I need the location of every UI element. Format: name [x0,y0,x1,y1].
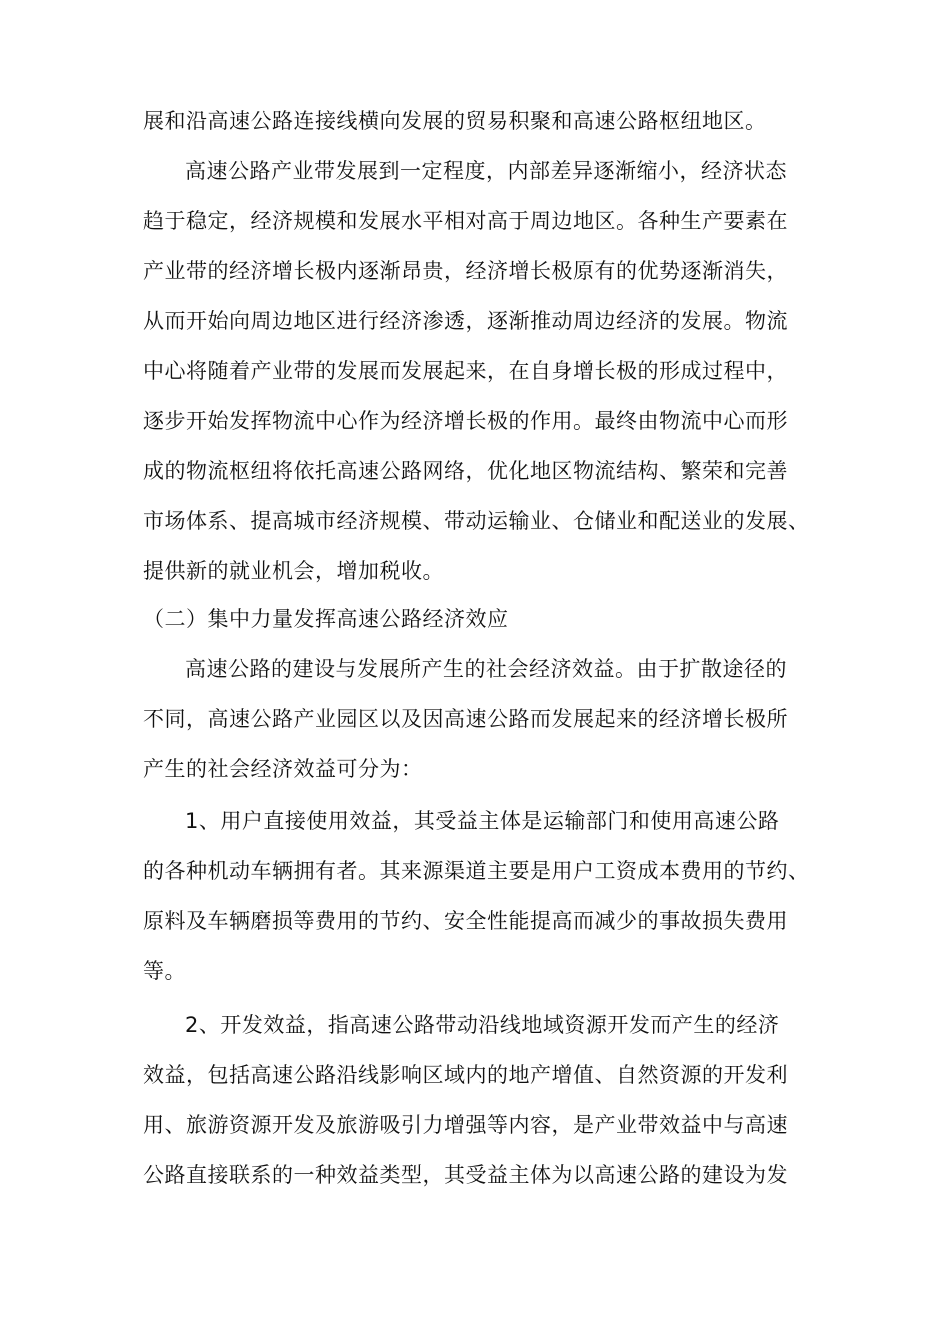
text-line: 产生的社会经济效益可分为： [143,757,423,781]
text-line: 中心将随着产业带的发展而发展起来，在自身增长极的形成过程中， [143,359,788,383]
text-line: 等。 [143,959,186,983]
text-line: 从而开始向周边地区进行经济渗透，逐渐推动周边经济的发展。物流 [143,309,788,333]
text-line: 的各种机动车辆拥有者。其来源渠道主要是用户工资成本费用的节约、 [143,859,810,883]
text-line: 逐步开始发挥物流中心作为经济增长极的作用。最终由物流中心而形 [143,409,788,433]
text-line: 高速公路产业带发展到一定程度，内部差异逐渐缩小，经济状态 [185,159,787,183]
text-line: 市场体系、提高城市经济规模、带动运输业、仓储业和配送业的发展、 [143,509,810,533]
text-line: 展和沿高速公路连接线横向发展的贸易积聚和高速公路枢纽地区。 [143,109,767,133]
text-line: 高速公路的建设与发展所产生的社会经济效益。由于扩散途径的 [185,657,787,681]
text-line: 原料及车辆磨损等费用的节约、安全性能提高而减少的事故损失费用 [143,909,788,933]
text-line: 趋于稳定，经济规模和发展水平相对高于周边地区。各种生产要素在 [143,209,788,233]
text-line: 1、用户直接使用效益，其受益主体是运输部门和使用高速公路 [185,809,780,833]
text-line: 不同，高速公路产业园区以及因高速公路而发展起来的经济增长极所 [143,707,788,731]
text-line: 提供新的就业机会，增加税收。 [143,559,444,583]
text-line: 用、旅游资源开发及旅游吸引力增强等内容，是产业带效益中与高速 [143,1113,788,1137]
text-line: 效益，包括高速公路沿线影响区域内的地产增值、自然资源的开发利 [143,1063,788,1087]
text-line: 成的物流枢纽将依托高速公路网络，优化地区物流结构、繁荣和完善 [143,459,788,483]
text-line: 公路直接联系的一种效益类型，其受益主体为以高速公路的建设为发 [143,1163,788,1187]
text-line: 产业带的经济增长极内逐渐昂贵，经济增长极原有的优势逐渐消失， [143,259,788,283]
section-heading: （二）集中力量发挥高速公路经济效应 [143,607,509,631]
text-line: 2、开发效益，指高速公路带动沿线地域资源开发而产生的经济 [185,1013,780,1037]
